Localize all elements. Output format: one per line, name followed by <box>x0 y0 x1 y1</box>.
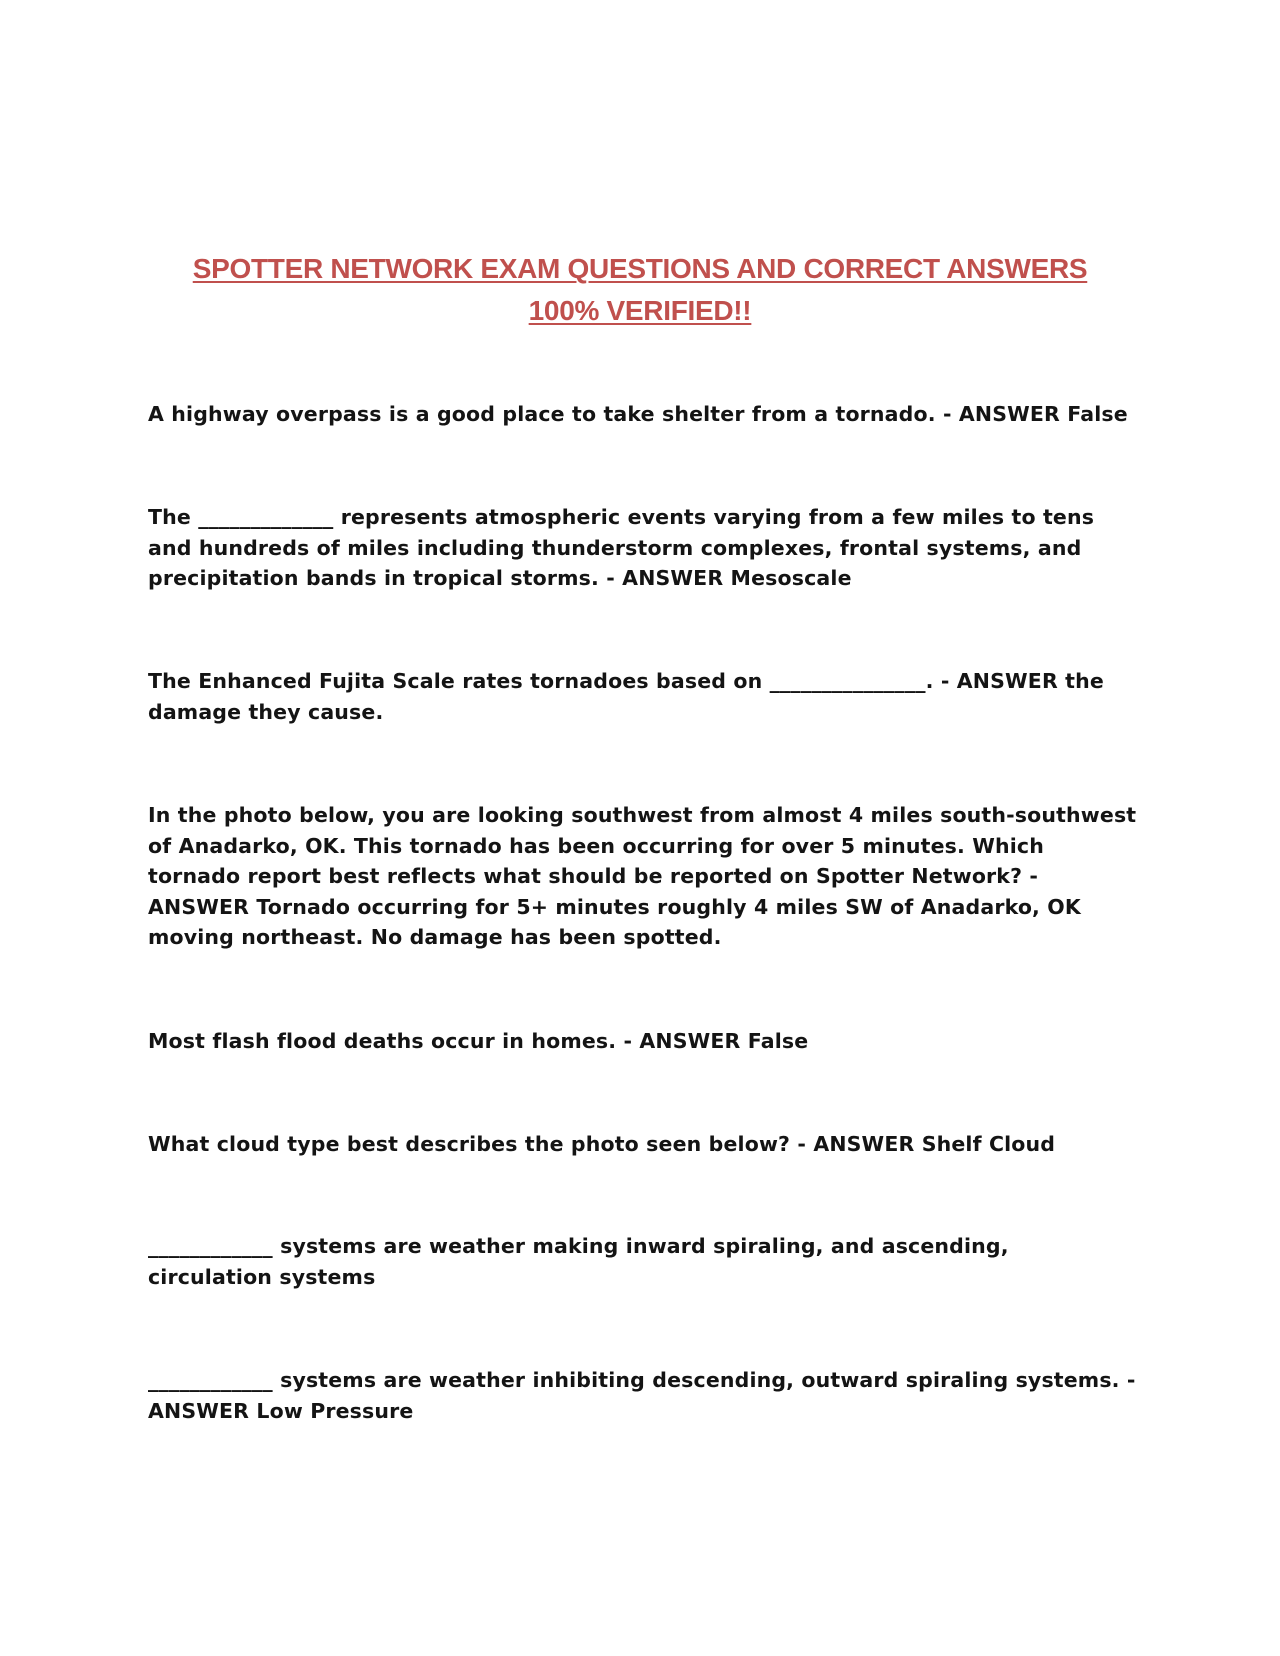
document-title-line-1: SPOTTER NETWORK EXAM QUESTIONS AND CORRECT ANSWERS <box>192 253 1088 284</box>
document-title <box>120 248 1160 332</box>
qa-item-inward-spiraling: ____________ systems are weather making inward spiraling, and ascending, circulation systems <box>148 1234 1009 1289</box>
qa-item-shelf-cloud: What cloud type best describes the photo seen below? - ANSWER Shelf Cloud <box>148 1132 1056 1156</box>
qa-item-overpass: A highway overpass is a good place to take shelter from a tornado. - ANSWER False <box>148 402 1128 426</box>
document-title-line-2: 100% VERIFIED!! <box>528 295 752 326</box>
qa-item-enhanced-fujita: The Enhanced Fujita Scale rates tornadoes based on _______________. - ANSWER the damage they cause. <box>148 669 1104 724</box>
qa-item-anadarko-tornado: In the photo below, you are looking southwest from almost 4 miles south-southwest of Anadarko, OK. This tornado has been occurring for over 5 minutes. Which tornado report best reflects what should be reported on Spotter Network? - ANSWER Tornado occurring for 5+ minutes roughly 4 miles SW of Anadarko, OK moving northeast. No damage has been spotted. <box>148 803 1137 949</box>
qa-item-flash-flood: Most flash flood deaths occur in homes. - ANSWER False <box>148 1029 809 1053</box>
qa-item-outward-spiraling: ____________ systems are weather inhibiting descending, outward spiraling systems. - ANSWER Low Pressure <box>148 1368 1136 1423</box>
qa-item-mesoscale: The _____________ represents atmospheric events varying from a few miles to tens and hundreds of miles including thunderstorm complexes, frontal systems, and precipitation bands in tropical storms. - ANSWER Mesoscale <box>148 505 1095 590</box>
